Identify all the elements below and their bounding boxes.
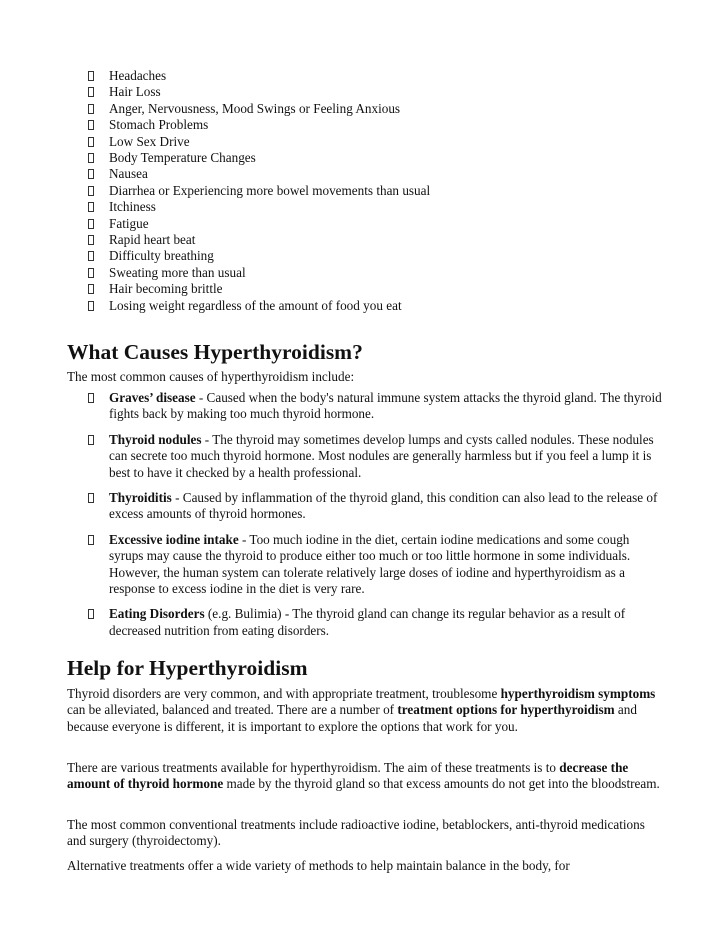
bullet-box-icon [88, 301, 94, 311]
help-paragraph-4: Alternative treatments offer a wide variety of methods to help maintain balance in the body, for [67, 858, 570, 873]
bullet-box-icon [88, 435, 94, 445]
bullet-box-icon [88, 186, 94, 196]
causes-intro: The most common causes of hyperthyroidism include: [67, 369, 355, 384]
bullet-box-icon [88, 169, 94, 179]
bullet-box-icon [88, 71, 94, 81]
bullet-box-icon [88, 268, 94, 278]
bullet-box-icon [88, 251, 94, 261]
list-item: Hair Loss [88, 84, 430, 100]
list-item: Excessive iodine intake - Too much iodine in the diet, certain iodine medications and some cough syrups may cause the thyroid to produce either too much or too little hormone in some individuals. However, the human system can tolerate relatively large doses of iodine and hyperthyroidism as a response to excess iodine in the diet is very rare. [88, 532, 663, 598]
list-item: Diarrhea or Experiencing more bowel movements than usual [88, 183, 430, 199]
bullet-box-icon [88, 153, 94, 163]
list-item: Anger, Nervousness, Mood Swings or Feeling Anxious [88, 101, 430, 117]
bullet-box-icon [88, 87, 94, 97]
help-paragraph-2: There are various treatments available for hyperthyroidism. The aim of these treatments is to decrease the amount of thyroid hormone made by the thyroid gland so that excess amounts do not get into the bloodstream. [67, 760, 660, 792]
list-item: Rapid heart beat [88, 232, 430, 248]
bullet-box-icon [88, 609, 94, 619]
bullet-box-icon [88, 393, 94, 403]
list-item: Thyroid nodules - The thyroid may sometimes develop lumps and cysts called nodules. These nodules can secrete too much thyroid hormone. Most nodules are generally harmless but if you feel a lump it is best to have it checked by a health professional. [88, 432, 663, 481]
help-paragraph-3: The most common conventional treatments include radioactive iodine, betablockers, anti-thyroid medications and surgery (thyroidectomy). [67, 817, 645, 849]
list-item: Eating Disorders (e.g. Bulimia) - The thyroid gland can change its regular behavior as a result of decreased nutrition from eating disorders. [88, 606, 663, 639]
bullet-box-icon [88, 104, 94, 114]
list-item: Itchiness [88, 199, 430, 215]
bullet-box-icon [88, 120, 94, 130]
bullet-box-icon [88, 202, 94, 212]
list-item: Fatigue [88, 216, 430, 232]
help-paragraph-1: Thyroid disorders are very common, and with appropriate treatment, troublesome hyperthyroidism symptoms can be alleviated, balanced and treated. There are a number of treatment options for hyperthyroidism and because everyone is different, it is important to explore the options that work for you. [67, 686, 656, 734]
list-item: Difficulty breathing [88, 248, 430, 264]
bullet-box-icon [88, 137, 94, 147]
list-item: Hair becoming brittle [88, 281, 430, 297]
help-heading: Help for Hyperthyroidism [67, 656, 308, 680]
list-item: Stomach Problems [88, 117, 430, 133]
list-item: Losing weight regardless of the amount of food you eat [88, 298, 430, 314]
list-item: Nausea [88, 166, 430, 182]
list-item: Sweating more than usual [88, 265, 430, 281]
bullet-box-icon [88, 235, 94, 245]
causes-heading: What Causes Hyperthyroidism? [67, 340, 363, 364]
symptom-list [88, 68, 430, 314]
list-item: Thyroiditis - Caused by inflammation of the thyroid gland, this condition can also lead to the release of excess amounts of thyroid hormones. [88, 490, 663, 523]
bullet-box-icon [88, 535, 94, 545]
list-item: Graves’ disease - Caused when the body's natural immune system attacks the thyroid gland. The thyroid fights back by making too much thyroid hormone. [88, 390, 663, 423]
list-item: Body Temperature Changes [88, 150, 430, 166]
list-item: Headaches [88, 68, 430, 84]
list-item: Low Sex Drive [88, 134, 430, 150]
bullet-box-icon [88, 219, 94, 229]
bullet-box-icon [88, 493, 94, 503]
causes-list [88, 390, 663, 648]
bullet-box-icon [88, 284, 94, 294]
